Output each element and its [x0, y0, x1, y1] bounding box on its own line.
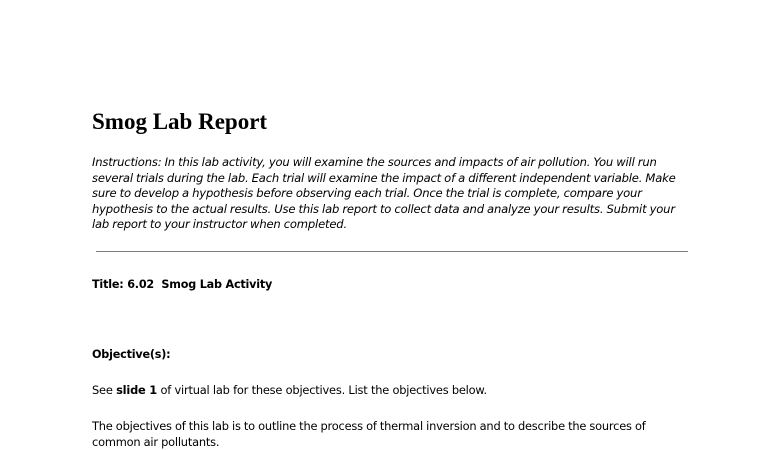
lab-title-value: 6.02 Smog Lab Activity — [127, 278, 273, 291]
instructions-line: lab report to your instructor when completed. — [92, 217, 347, 232]
objectives-answer — [92, 418, 692, 450]
document-title: Smog Lab Report — [92, 109, 268, 134]
instructions-line: hypothesis to the actual results. Use this lab report to collect data and analyze your results. Submit your — [92, 201, 675, 216]
lab-title-label: Title: — [92, 278, 124, 291]
instructions-line: Instructions: In this lab activity, you will examine the sources and impacts of air pollution. You will run — [92, 155, 657, 169]
objectives-instruction-prefix: See — [92, 383, 117, 397]
objectives-answer-line: The objectives of this lab is to outline the process of thermal inversion and to describe the sources of — [92, 419, 646, 433]
objectives-heading: Objective(s): — [92, 348, 171, 361]
objectives-instruction-suffix: of virtual lab for these objectives. List the objectives below. — [157, 383, 487, 397]
lab-title-field — [92, 277, 272, 292]
instructions-line: several trials during the lab. Each trial will examine the impact of a different independent variable. Make — [92, 170, 676, 185]
objectives-instruction — [92, 383, 487, 398]
instructions-paragraph — [92, 155, 692, 233]
objectives-instruction-slide: slide 1 — [116, 383, 158, 397]
instructions-line: sure to develop a hypothesis before observing each trial. Once the trial is complete, compare your — [92, 186, 642, 201]
horizontal-divider — [96, 251, 688, 252]
objectives-answer-line: common air pollutants. — [92, 435, 220, 449]
